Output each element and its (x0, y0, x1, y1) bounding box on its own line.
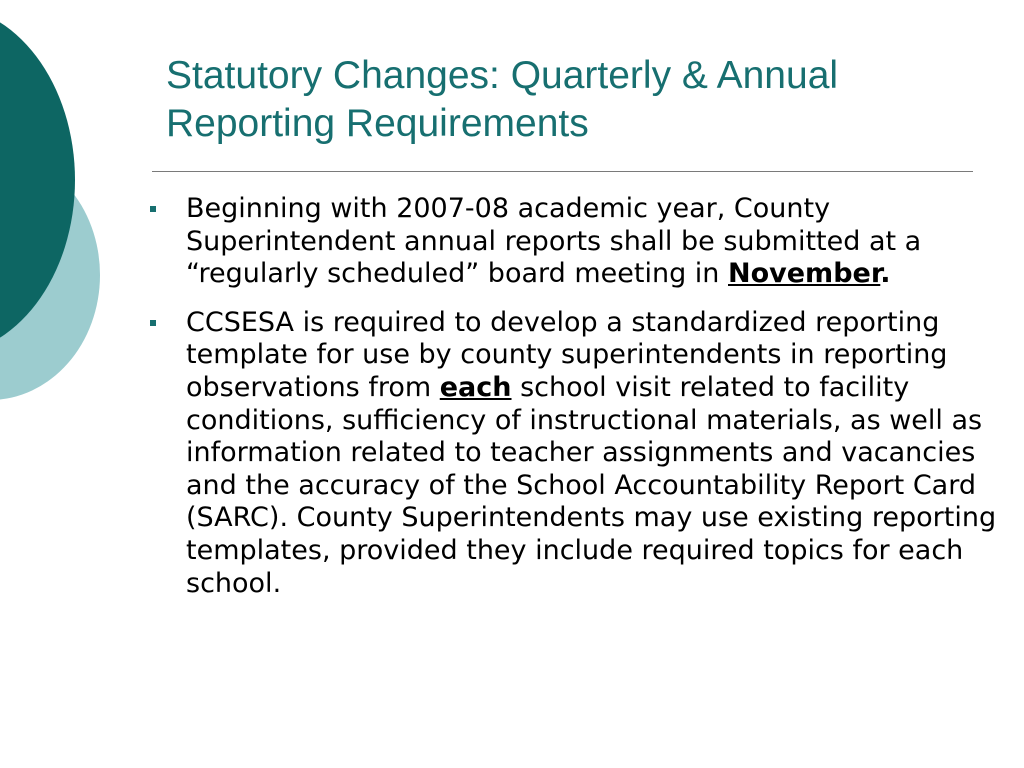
emphasized-text: November (728, 258, 881, 290)
emphasized-text: each (439, 371, 512, 403)
slide-title-line-1: Statutory Changes: Quarterly & Annual (166, 54, 839, 97)
slide-title-line-2: Reporting Requirements (166, 102, 589, 145)
bullet-text: Beginning with 2007-08 academic year, County Superintendent annual reports shall be submitted at a “regularly scheduled” board meeting in (186, 193, 922, 290)
bullet-item-annual-reports (150, 193, 1010, 291)
slide-title (166, 52, 986, 148)
title-divider (152, 171, 973, 172)
square-bullet-icon (150, 206, 156, 212)
bullet-list (150, 193, 1010, 616)
bullet-item-reporting-template (150, 307, 1010, 600)
square-bullet-icon (150, 320, 156, 326)
bullet-text: CCSESA is required to develop a standardized reporting template for use by county superintendents in reporting observations from (186, 306, 948, 403)
bullet-text-end: . (880, 258, 891, 290)
bullet-text-end: school visit related to facility conditions, sufficiency of instructional materials, as well as information related to teacher assignments and vacancies and the accuracy of the School Accountability Report Card (SARC). County Superintendents may use existing reporting templates, provided they include required topics for each school. (186, 371, 997, 599)
